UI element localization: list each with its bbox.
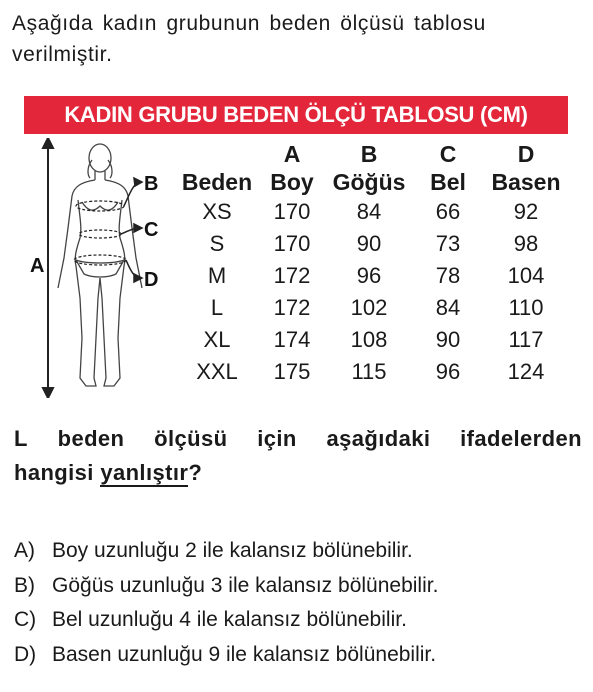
- woman-body-figure: [30, 138, 170, 398]
- column-header: Bel: [430, 169, 466, 195]
- table-cell: 174: [273, 327, 311, 352]
- label-a: A: [30, 255, 45, 277]
- intro-text: Aşağıda kadın grubunun beden ölçüsü tablosu verilmiştir.: [12, 12, 486, 66]
- option-letter: A): [14, 539, 35, 562]
- column-header: Basen: [491, 169, 561, 195]
- table-cell: S: [209, 231, 225, 256]
- question-word: ölçüsü: [154, 426, 228, 451]
- table-cell: 92: [513, 199, 539, 224]
- question-line-2: [14, 456, 582, 490]
- column-letter: D: [517, 141, 535, 167]
- question-mark: ?: [188, 460, 203, 485]
- table-cell: 175: [273, 359, 311, 384]
- table-cell: 84: [435, 295, 461, 320]
- column-header: Boy: [270, 169, 314, 195]
- table-cell: XL: [203, 327, 231, 352]
- column-letter: B: [360, 141, 378, 167]
- table-cell: M: [207, 263, 227, 288]
- option-letter: B): [14, 573, 35, 597]
- column-letter: [176, 140, 258, 168]
- question-word: ifadelerden: [460, 426, 582, 451]
- table-cell: 172: [273, 295, 311, 320]
- question-word: L: [14, 426, 28, 451]
- table-cell: 170: [273, 199, 311, 224]
- option-b[interactable]: [14, 569, 438, 604]
- table-cell: 110: [508, 295, 544, 320]
- table-cell: 170: [273, 231, 311, 256]
- table-cell: XXL: [196, 359, 238, 384]
- table-cell: 73: [435, 231, 461, 256]
- table-cell: 117: [508, 327, 544, 352]
- column-letter: A: [283, 141, 301, 167]
- option-text: Göğüs uzunluğu 3 ile kalansız bölünebilir.: [52, 573, 439, 597]
- question-line-1: [14, 422, 582, 456]
- column-bel: [418, 140, 478, 388]
- table-cell: 172: [273, 263, 311, 288]
- label-c: C: [144, 219, 159, 241]
- label-d: D: [144, 269, 159, 291]
- column-gogus: [326, 140, 412, 388]
- table-cell: 90: [356, 231, 382, 256]
- table-cell: 104: [507, 263, 545, 288]
- table-cell: 102: [350, 295, 388, 320]
- table-title-banner: KADIN GRUBU BEDEN ÖLÇÜ TABLOSU (CM): [24, 96, 568, 134]
- question-text: [14, 422, 582, 490]
- column-boy: [262, 140, 322, 388]
- option-letter: C): [14, 608, 37, 631]
- measure-lines: [74, 201, 126, 265]
- label-b: B: [144, 173, 159, 195]
- table-cell: 98: [513, 231, 539, 256]
- table-cell: L: [210, 295, 224, 320]
- option-text: Basen uzunluğu 9 ile kalansız bölünebilir.: [52, 642, 437, 666]
- table-cell: 96: [356, 263, 382, 288]
- question-word: için: [257, 426, 297, 451]
- answer-options: [14, 534, 438, 672]
- option-text: Boy uzunluğu 2 ile kalansız bölünebilir.: [52, 539, 413, 562]
- option-letter: D): [14, 642, 37, 666]
- column-beden: [176, 140, 258, 388]
- table-cell: 96: [435, 359, 461, 384]
- table-cell: 124: [507, 359, 545, 384]
- option-c[interactable]: [14, 603, 438, 638]
- question-word: beden: [57, 426, 125, 451]
- table-cell: 115: [351, 359, 387, 384]
- table-cell: 84: [356, 199, 382, 224]
- column-header: Beden: [181, 169, 253, 195]
- table-cell: 66: [435, 199, 461, 224]
- question-word: aşağıdaki: [326, 426, 431, 451]
- height-arrow: [43, 138, 53, 398]
- table-cell: 78: [435, 263, 461, 288]
- column-header: Göğüs: [332, 169, 406, 195]
- question-underlined-word: yanlıştır: [100, 460, 189, 485]
- option-d[interactable]: [14, 638, 438, 673]
- option-a[interactable]: [14, 534, 438, 569]
- column-basen: [486, 140, 566, 388]
- question-word: hangisi: [14, 460, 101, 485]
- table-cell: 108: [350, 327, 388, 352]
- column-letter: C: [439, 141, 457, 167]
- option-text: Bel uzunluğu 4 ile kalansız bölünebilir.: [52, 608, 407, 631]
- table-cell: 90: [435, 327, 461, 352]
- table-cell: XS: [202, 199, 232, 224]
